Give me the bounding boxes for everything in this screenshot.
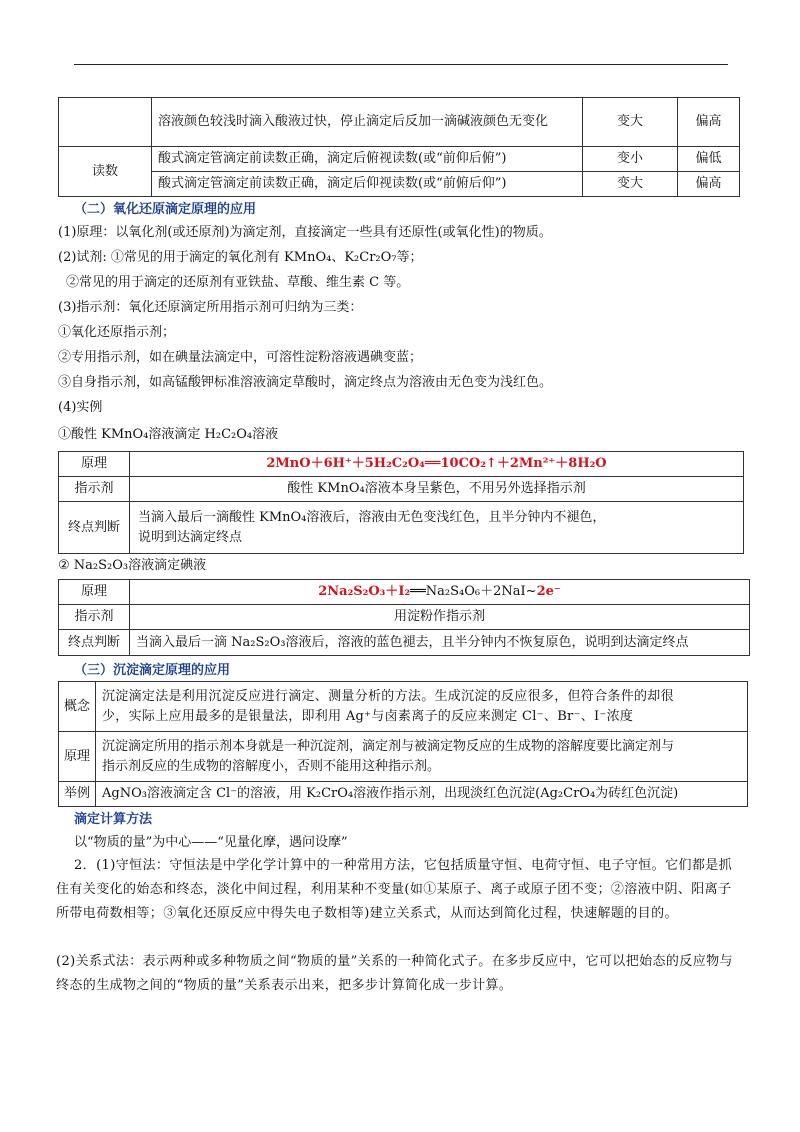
paragraph: (2)关系式法：表示两种或多种物质之间“物质的量”关系的一种简化式子。在多步反应中，它可以把始态的反应物与终态的生成物之间的“物质的量”关系表示出来，把多步计算简化成一步计算。 bbox=[56, 954, 733, 993]
text-line: ②常见的用于滴定的还原剂有亚铁盐、草酸、维生素 C 等。 bbox=[66, 275, 410, 290]
table-cell bbox=[59, 98, 152, 147]
text-line: ② Na₂S₂O₃溶液滴定碘液 bbox=[58, 558, 207, 573]
text-line: (4)实例 bbox=[58, 400, 103, 415]
table-cell: 变小 bbox=[583, 147, 678, 172]
equation-products: ══Na₂S₄O₆＋2NaI~ bbox=[410, 584, 537, 599]
text-line: (3)指示剂：氧化还原滴定所用指示剂可归纳为三类： bbox=[58, 300, 363, 315]
equation-electrons: 2e⁻ bbox=[536, 584, 561, 599]
table-cell: 变大 bbox=[583, 172, 678, 197]
table-cell: 指示剂 bbox=[59, 605, 130, 630]
table-row bbox=[59, 605, 750, 630]
table-cell bbox=[130, 502, 744, 554]
table-cell: 用淀粉作指示剂 bbox=[130, 605, 750, 630]
kmno4-example-table bbox=[58, 451, 744, 554]
table-row bbox=[59, 172, 740, 197]
table-cell: 原理 bbox=[59, 580, 130, 605]
precipitation-titration-table bbox=[58, 681, 748, 807]
cell-line: 沉淀滴定所用的指示剂本身就是一种沉淀剂，滴定剂与被滴定物反应的生成物的溶解度要比滴定剂与 bbox=[102, 738, 675, 754]
table-row bbox=[59, 502, 744, 554]
table-cell: 溶液颜色较浅时滴入酸液过快，停止滴定后反加一滴碱液颜色无变化 bbox=[152, 98, 583, 147]
reaction-equation bbox=[130, 580, 750, 605]
table-cell bbox=[96, 682, 748, 732]
cell-line: 少，实际上应用最多的是银量法，即利用 Ag⁺与卤素离子的反应来测定 Cl⁻、Br⁻、I⁻浓度 bbox=[102, 708, 634, 724]
table-cell: 偏高 bbox=[678, 98, 740, 147]
cell-line: 说明到达滴定终点 bbox=[138, 529, 243, 545]
paragraph: 2．(1)守恒法：守恒法是中学化学计算中的一种常用方法，它包括质量守恒、电荷守恒、电子守恒。它们都是抓住有关变化的始态和终态，淡化中间过程，利用某种不变量(如①某原子、离子或原子团不变；②溶液中阴、阳离子所带电荷数相等；③氧化还原反应中得失电子数相等)建立关系式，从而达到简化过程，快速解题的目的。 bbox=[56, 858, 733, 921]
equation-reactants: 2Na₂S₂O₃＋I₂ bbox=[318, 584, 411, 599]
table-row bbox=[59, 580, 750, 605]
table-row bbox=[59, 452, 744, 477]
table-row bbox=[59, 782, 748, 807]
table-cell bbox=[96, 732, 748, 782]
table-row bbox=[59, 147, 740, 172]
text-line: 以“物质的量”为中心——“见量化摩，遇问设摩” bbox=[74, 835, 348, 850]
table-cell: 举例 bbox=[59, 782, 96, 807]
table-row bbox=[59, 732, 748, 782]
table-cell: 变大 bbox=[583, 98, 678, 147]
table-row bbox=[59, 477, 744, 502]
section-heading: 滴定计算方法 bbox=[74, 812, 153, 827]
cell-line: 当滴入最后一滴酸性 KMnO₄溶液后，溶液由无色变浅红色，且半分钟内不褪色， bbox=[138, 509, 606, 525]
table-cell: 终点判断 bbox=[59, 502, 130, 554]
table-cell: 当滴入最后一滴 Na₂S₂O₃溶液后，溶液的蓝色褪去，且半分钟内不恢复原色，说明到达滴定终点 bbox=[130, 630, 750, 656]
table-cell: 指示剂 bbox=[59, 477, 130, 502]
table-cell: AgNO₃溶液滴定含 Cl⁻的溶液，用 K₂CrO₄溶液作指示剂，出现淡红色沉淀(Ag₂CrO₄为砖红色沉淀) bbox=[96, 782, 748, 807]
text-line: ①氧化还原指示剂； bbox=[58, 325, 176, 340]
text-line: (2)试剂: ①常见的用于滴定的氧化剂有 KMnO₄、K₂Cr₂O₇等； bbox=[58, 250, 423, 265]
table-cell: 偏高 bbox=[678, 172, 740, 197]
cell-line: 沉淀滴定法是利用沉淀反应进行滴定、测量分析的方法。生成沉淀的反应很多，但符合条件的却很 bbox=[102, 688, 674, 704]
section-heading: （三）沉淀滴定原理的应用 bbox=[74, 663, 231, 678]
text-line: (1)原理：以氧化剂(或还原剂)为滴定剂，直接滴定一些具有还原性(或氧化性)的物质。 bbox=[58, 225, 552, 240]
text-line: ①酸性 KMnO₄溶液滴定 H₂C₂O₄溶液 bbox=[58, 427, 279, 442]
text-line: ②专用指示剂，如在碘量法滴定中，可溶性淀粉溶液遇碘变蓝； bbox=[58, 350, 423, 365]
table-cell: 概念 bbox=[59, 682, 96, 732]
error-analysis-table bbox=[58, 97, 740, 197]
thiosulfate-example-table bbox=[58, 579, 750, 656]
table-cell: 酸性 KMnO₄溶液本身呈紫色，不用另外选择指示剂 bbox=[130, 477, 744, 502]
header-rule bbox=[74, 64, 728, 65]
table-cell: 原理 bbox=[59, 452, 130, 477]
table-cell: 原理 bbox=[59, 732, 96, 782]
table-cell: 终点判断 bbox=[59, 630, 130, 656]
text-line: ③自身指示剂，如高锰酸钾标准溶液滴定草酸时，滴定终点为溶液由无色变为浅红色。 bbox=[58, 375, 553, 390]
cell-line: 指示剂反应的生成物的溶解度小，否则不能用这种指示剂。 bbox=[102, 758, 441, 774]
table-cell: 偏低 bbox=[678, 147, 740, 172]
table-row bbox=[59, 682, 748, 732]
table-row bbox=[59, 630, 750, 656]
table-cell: 酸式滴定管滴定前读数正确，滴定后俯视读数(或“前仰后俯”) bbox=[152, 147, 583, 172]
reaction-equation: 2MnO＋6H⁺＋5H₂C₂O₄══10CO₂↑＋2Mn²⁺＋8H₂O bbox=[130, 452, 744, 477]
table-cell: 酸式滴定管滴定前读数正确，滴定后仰视读数(或“前俯后仰”) bbox=[152, 172, 583, 197]
table-row bbox=[59, 98, 740, 147]
section-heading: （二）氧化还原滴定原理的应用 bbox=[74, 202, 257, 217]
table-cell: 读数 bbox=[59, 147, 152, 197]
